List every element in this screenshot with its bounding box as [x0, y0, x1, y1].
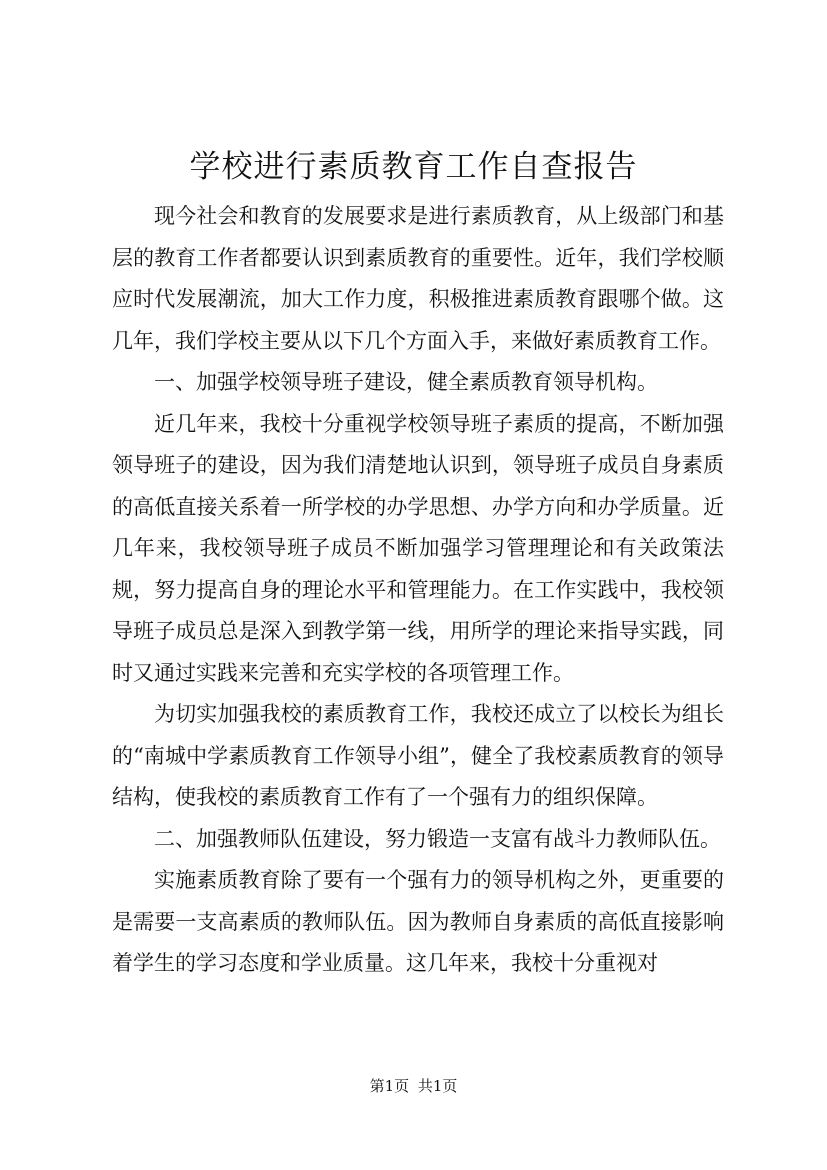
paragraph-leading-group: 为切实加强我校的素质教育工作，我校还成立了以校长为组长的“南城中学素质教育工作领导小组”，健全了我校素质教育的领导结构，使我校的素质教育工作有了一个强有力的组织保障。 — [112, 702, 724, 809]
document-body — [112, 196, 724, 985]
paragraph-intro: 现今社会和教育的发展要求是进行素质教育，从上级部门和基层的教育工作者都要认识到素质教育的重要性。近年，我们学校顺应时代发展潮流，加大工作力度，积极推进素质教育跟哪个做。这几年，我们学校主要从以下几个方面入手，来做好素质教育工作。 — [112, 204, 724, 353]
document-title: 学校进行素质教育工作自查报告 — [189, 149, 638, 185]
page-footer — [0, 1076, 827, 1096]
paragraph-teachers: 实施素质教育除了要有一个强有力的领导机构之外，更重要的是需要一支高素质的教师队伍。因为教师自身素质的高低直接影响着学生的学习态度和学业质量。这几年来，我校十分重视对 — [112, 868, 724, 975]
section-heading-1: 一、加强学校领导班子建设，健全素质教育领导机构。 — [154, 370, 658, 394]
page-number: 第1页 — [369, 1077, 410, 1095]
paragraph-leadership: 近几年来，我校十分重视学校领导班子素质的提高，不断加强领导班子的建设，因为我们清楚地认识到，领导班子成员自身素质的高低直接关系着一所学校的办学思想、办学方向和办学质量。近几年来，我校领导班子成员不断加强学习管理理论和有关政策法规，努力提高自身的理论水平和管理能力。在工作实践中，我校领导班子成员总是深入到教学第一线，用所学的理论来指导实践，同时又通过实践来完善和充实学校的各项管理工作。 — [112, 411, 724, 685]
section-heading-2: 二、加强教师队伍建设，努力锻造一支富有战斗力教师队伍。 — [154, 826, 721, 851]
page-total: 共1页 — [417, 1077, 458, 1095]
